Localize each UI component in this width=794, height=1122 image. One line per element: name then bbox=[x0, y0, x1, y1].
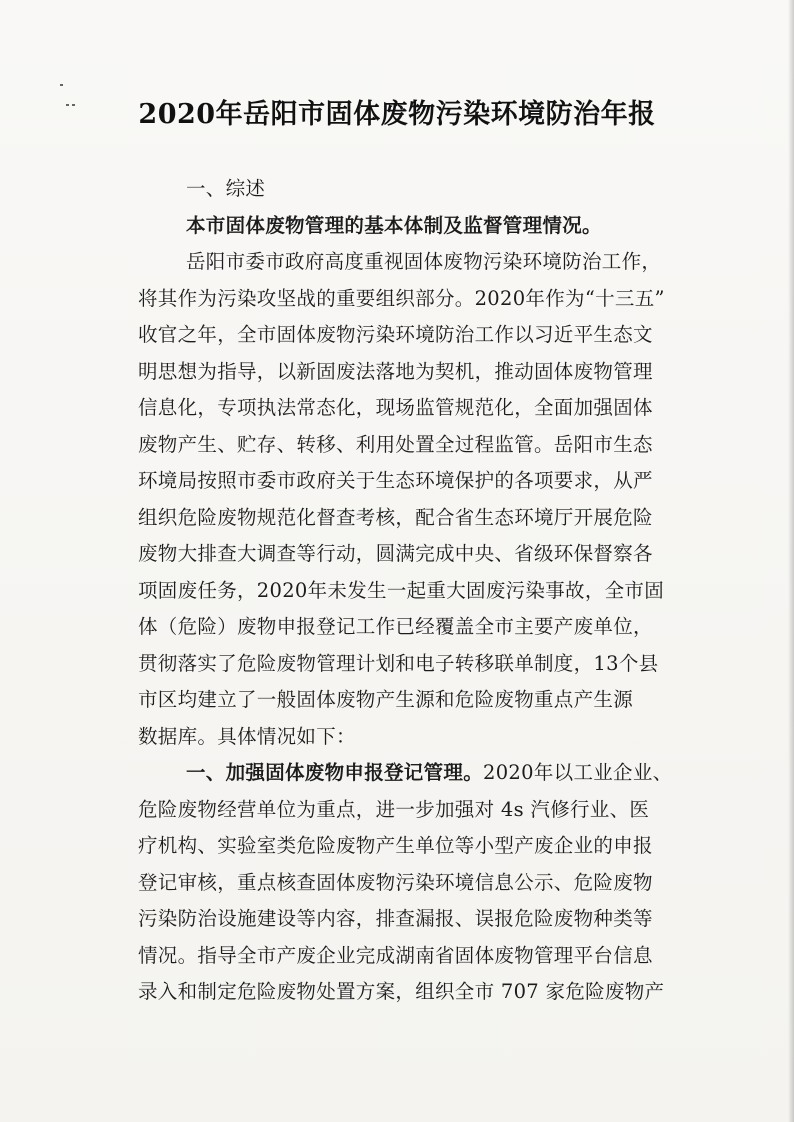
sub-heading: 本市固体废物管理的基本体制及监督管理情况。 bbox=[186, 213, 602, 237]
paragraph-line: 废物产生、贮存、转移、利用处置全过程监管。岳阳市生态 bbox=[138, 432, 653, 456]
document-body bbox=[138, 171, 704, 1011]
paragraph-registration bbox=[138, 755, 704, 1011]
document-title: 2020年岳阳市固体废物污染环境防治年报 bbox=[138, 99, 656, 130]
paragraph-line: 组织危险废物规范化督查考核，配合省生态环境厅开展危险 bbox=[138, 505, 653, 529]
paragraph-line: 登记审核，重点核查固体废物污染环境信息公示、危险废物 bbox=[138, 870, 653, 894]
item1-first-line-rest: 2020年以工业企业、 bbox=[483, 761, 673, 784]
paragraph-line: 污染防治设施建设等内容，排查漏报、误报危险废物种类等 bbox=[138, 907, 653, 930]
section-heading: 一、综述 bbox=[186, 177, 266, 200]
paragraph-line: 信息化，专项执法常态化，现场监管规范化，全面加强固体 bbox=[138, 396, 653, 419]
paragraph-overview bbox=[138, 244, 704, 755]
paragraph-line: 明思想为指导，以新固废法落地为契机，推动固体废物管理 bbox=[138, 359, 653, 383]
paragraph-line: 项固废任务，2020年未发生一起重大固废污染事故，全市固 bbox=[138, 578, 665, 602]
item1-heading: 一、加强固体废物申报登记管理。 bbox=[186, 761, 484, 784]
paragraph-line: 将其作为污染攻坚战的重要组织部分。2020年作为“十三五” bbox=[138, 286, 665, 310]
paragraph-line: 疗机构、实验室类危险废物产生单位等小型产废企业的申报 bbox=[138, 834, 653, 857]
paragraph-line: 数据库。具体情况如下： bbox=[138, 724, 356, 748]
paragraph-line: 危险废物经营单位为重点，进一步加强对 4s 汽修行业、医 bbox=[138, 797, 650, 821]
paragraph-line: 废物大排查大调查等行动，圆满完成中央、省级环保督察各 bbox=[138, 542, 653, 565]
item-heading-line bbox=[138, 755, 704, 792]
paragraph-line: 录入和制定危险废物处置方案，组织全市 707 家危险废物产 bbox=[138, 980, 665, 1003]
page-edge-shadow bbox=[788, 0, 794, 1122]
paragraph-line: 市区均建立了一般固体废物产生源和危险废物重点产生源 bbox=[138, 688, 634, 711]
paragraph-line: 岳阳市委市政府高度重视固体废物污染环境防治工作， bbox=[186, 250, 662, 273]
paragraph-line: 体（危险）废物申报登记工作已经覆盖全市主要产废单位， bbox=[138, 615, 653, 638]
paragraph-line: 环境局按照市委市政府关于生态环境保护的各项要求，从严 bbox=[138, 469, 653, 492]
paragraph-line: 贯彻落实了危险废物管理计划和电子转移联单制度，13个县 bbox=[138, 651, 659, 675]
paragraph-line: 情况。指导全市产废企业完成湖南省固体废物管理平台信息 bbox=[138, 943, 653, 967]
paragraph-line: 收官之年，全市固体废物污染环境防治工作以习近平生态文 bbox=[138, 323, 653, 346]
